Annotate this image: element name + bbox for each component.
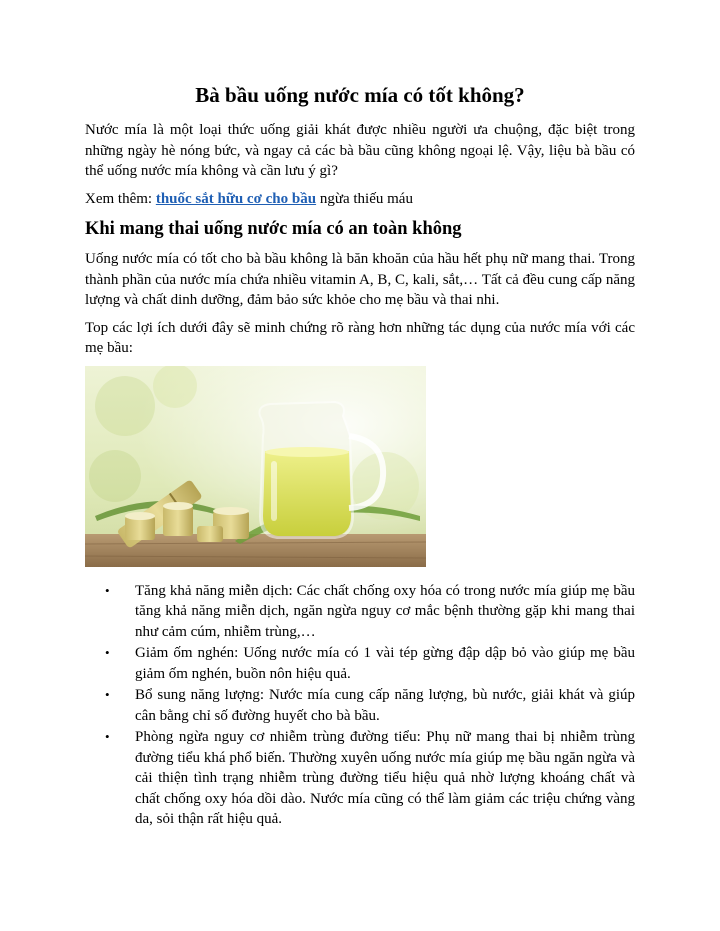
see-also-prefix: Xem thêm: <box>85 190 156 207</box>
section-paragraph-1: Uống nước mía có tốt cho bà bầu không là băn khoăn của hầu hết phụ nữ mang thai. Trong thành phần của nước mía chứa nhiều vitamin A, B, C, kali, sắt,… Tất cả đều cung cấp năng lượng và chất dinh dưỡng, đảm bảo sức khỏe cho mẹ bầu và thai nhi. <box>85 251 635 308</box>
benefit-text: Giảm ốm nghén: Uống nước mía có 1 vài tép gừng đập dập bỏ vào giúp mẹ bầu giảm ốm nghén, buồn nôn hiệu quả. <box>135 645 635 682</box>
see-also-suffix: ngừa thiếu máu <box>316 190 413 207</box>
list-item <box>105 727 635 830</box>
intro-paragraph: Nước mía là một loại thức uống giải khát được nhiều người ưa chuộng, đặc biệt trong những ngày hè nóng bức, và ngay cả các bà bầu cũng không ngoại lệ. Vậy, liệu bà bầu có thể uống nước mía không và cần lưu ý gì? <box>85 122 635 179</box>
see-also-line <box>85 189 635 210</box>
bullet-icon: • <box>105 729 110 744</box>
benefit-text: Phòng ngừa nguy cơ nhiễm trùng đường tiểu: Phụ nữ mang thai bị nhiễm trùng đường tiểu khá phổ biến. Thường xuyên uống nước mía giúp mẹ bầu ngăn ngừa và cải thiện tình trạng nhiễm trùng đường tiểu hiệu quả nhờ lượng khoáng chất và chất chống oxy hóa dồi dào. Nước mía cũng có thể làm giảm các triệu chứng vàng da, sỏi thận rất hiệu quả. <box>135 729 635 827</box>
iron-supplement-link[interactable]: thuốc sắt hữu cơ cho bầu <box>155 190 317 207</box>
list-item <box>105 643 635 684</box>
article-title: Bà bầu uống nước mía có tốt không? <box>195 83 525 107</box>
benefit-text: Tăng khả năng miễn dịch: Các chất chống oxy hóa có trong nước mía giúp mẹ bầu tăng khả năng miễn dịch, ngăn ngừa nguy cơ mắc bệnh thường gặp khi mang thai như cảm cúm, nhiễm trùng,… <box>135 582 635 640</box>
bullet-icon: • <box>105 687 110 702</box>
list-item <box>105 685 635 726</box>
benefit-text: Bổ sung năng lượng: Nước mía cung cấp năng lượng, bù nước, giải khát và giúp cân bằng chỉ số đường huyết cho bà bầu. <box>135 687 635 724</box>
benefits-list <box>85 581 635 830</box>
sugarcane-juice-photo <box>85 366 426 567</box>
bullet-icon: • <box>105 582 110 598</box>
list-item <box>105 581 635 643</box>
section-heading: Khi mang thai uống nước mía có an toàn không <box>85 219 462 239</box>
document-page <box>85 82 635 831</box>
bullet-icon: • <box>105 645 110 660</box>
section-paragraph-2: Top các lợi ích dưới đây sẽ minh chứng rõ ràng hơn những tác dụng của nước mía với các mẹ bầu: <box>85 319 635 356</box>
